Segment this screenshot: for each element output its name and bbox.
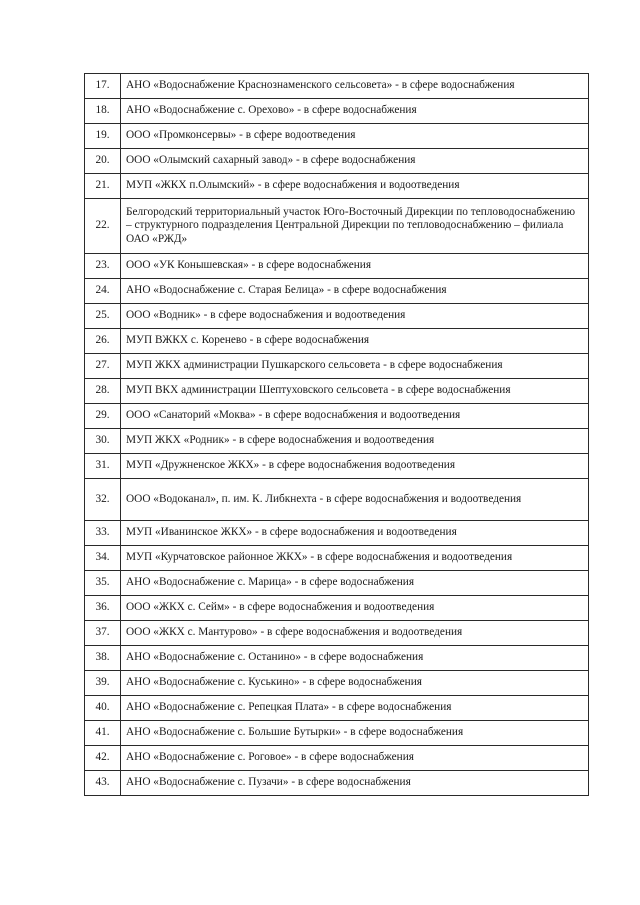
- row-number: 18.: [85, 99, 121, 124]
- row-number: 43.: [85, 771, 121, 796]
- row-number: 35.: [85, 571, 121, 596]
- row-number: 27.: [85, 354, 121, 379]
- row-number: 40.: [85, 696, 121, 721]
- table-row: [85, 149, 589, 174]
- table-row: [85, 74, 589, 99]
- table-row: [85, 521, 589, 546]
- row-number: 24.: [85, 279, 121, 304]
- table-row: [85, 174, 589, 199]
- organization-name: АНО «Водоснабжение с. Репецкая Плата» - в сфере водоснабжения: [121, 696, 589, 721]
- row-number: 34.: [85, 546, 121, 571]
- table-row: [85, 279, 589, 304]
- organization-name: Белгородский территориальный участок Юго-Восточный Дирекции по тепловодоснабжению – структурного подразделения Центральной Дирекции по тепловодоснабжению – филиала ОАО «РЖД»: [121, 199, 589, 254]
- row-number: 36.: [85, 596, 121, 621]
- row-number: 25.: [85, 304, 121, 329]
- table-row: [85, 746, 589, 771]
- organization-name: ООО «Олымский сахарный завод» - в сфере водоснабжения: [121, 149, 589, 174]
- table-row: [85, 621, 589, 646]
- table-row: [85, 199, 589, 254]
- row-number: 22.: [85, 199, 121, 254]
- table-row: [85, 304, 589, 329]
- row-number: 26.: [85, 329, 121, 354]
- row-number: 17.: [85, 74, 121, 99]
- organization-name: ООО «Санаторий «Моква» - в сфере водоснабжения и водоотведения: [121, 404, 589, 429]
- table-row: [85, 596, 589, 621]
- organization-name: ООО «Водоканал», п. им. К. Либкнехта - в сфере водоснабжения и водоотведения: [121, 479, 589, 521]
- organization-name: МУП ЖКХ «Родник» - в сфере водоснабжения и водоотведения: [121, 429, 589, 454]
- table-row: [85, 254, 589, 279]
- row-number: 32.: [85, 479, 121, 521]
- organization-name: АНО «Водоснабжение с. Орехово» - в сфере водоснабжения: [121, 99, 589, 124]
- organization-name: МУП «ЖКХ п.Олымский» - в сфере водоснабжения и водоотведения: [121, 174, 589, 199]
- table-row: [85, 454, 589, 479]
- table-row: [85, 771, 589, 796]
- organization-name: ООО «ЖКХ с. Сейм» - в сфере водоснабжения и водоотведения: [121, 596, 589, 621]
- row-number: 30.: [85, 429, 121, 454]
- row-number: 20.: [85, 149, 121, 174]
- table-row: [85, 379, 589, 404]
- organization-name: АНО «Водоснабжение с. Куськино» - в сфере водоснабжения: [121, 671, 589, 696]
- organization-name: АНО «Водоснабжение с. Марица» - в сфере водоснабжения: [121, 571, 589, 596]
- organization-name: АНО «Водоснабжение с. Останино» - в сфере водоснабжения: [121, 646, 589, 671]
- row-number: 19.: [85, 124, 121, 149]
- table-row: [85, 721, 589, 746]
- table-row: [85, 646, 589, 671]
- organization-name: АНО «Водоснабжение с. Старая Белица» - в сфере водоснабжения: [121, 279, 589, 304]
- organization-name: МУП ВЖКХ с. Коренево - в сфере водоснабжения: [121, 329, 589, 354]
- organization-name: МУП «Курчатовское районное ЖКХ» - в сфере водоснабжения и водоотведения: [121, 546, 589, 571]
- organization-name: АНО «Водоснабжение с. Роговое» - в сфере водоснабжения: [121, 746, 589, 771]
- row-number: 37.: [85, 621, 121, 646]
- organization-name: ООО «ЖКХ с. Мантурово» - в сфере водоснабжения и водоотведения: [121, 621, 589, 646]
- table-row: [85, 354, 589, 379]
- row-number: 31.: [85, 454, 121, 479]
- row-number: 29.: [85, 404, 121, 429]
- table-row: [85, 329, 589, 354]
- organization-name: МУП «Дружненское ЖКХ» - в сфере водоснабжения водоотведения: [121, 454, 589, 479]
- table-row: [85, 546, 589, 571]
- row-number: 39.: [85, 671, 121, 696]
- row-number: 28.: [85, 379, 121, 404]
- organizations-table: [84, 73, 589, 796]
- table-row: [85, 479, 589, 521]
- row-number: 38.: [85, 646, 121, 671]
- organization-name: ООО «УК Конышевская» - в сфере водоснабжения: [121, 254, 589, 279]
- table-row: [85, 429, 589, 454]
- table-row: [85, 571, 589, 596]
- table-row: [85, 124, 589, 149]
- organization-name: МУП ВКХ администрации Шептуховского сельсовета - в сфере водоснабжения: [121, 379, 589, 404]
- organization-name: МУП «Иванинское ЖКХ» - в сфере водоснабжения и водоотведения: [121, 521, 589, 546]
- organization-name: АНО «Водоснабжение с. Пузачи» - в сфере водоснабжения: [121, 771, 589, 796]
- row-number: 42.: [85, 746, 121, 771]
- row-number: 21.: [85, 174, 121, 199]
- table-row: [85, 404, 589, 429]
- row-number: 23.: [85, 254, 121, 279]
- organization-name: АНО «Водоснабжение с. Большие Бутырки» - в сфере водоснабжения: [121, 721, 589, 746]
- organization-name: ООО «Промконсервы» - в сфере водоотведения: [121, 124, 589, 149]
- organization-name: ООО «Водник» - в сфере водоснабжения и водоотведения: [121, 304, 589, 329]
- table-row: [85, 696, 589, 721]
- table-row: [85, 671, 589, 696]
- row-number: 41.: [85, 721, 121, 746]
- row-number: 33.: [85, 521, 121, 546]
- organization-name: МУП ЖКХ администрации Пушкарского сельсовета - в сфере водоснабжения: [121, 354, 589, 379]
- organization-name: АНО «Водоснабжение Краснознаменского сельсовета» - в сфере водоснабжения: [121, 74, 589, 99]
- table-row: [85, 99, 589, 124]
